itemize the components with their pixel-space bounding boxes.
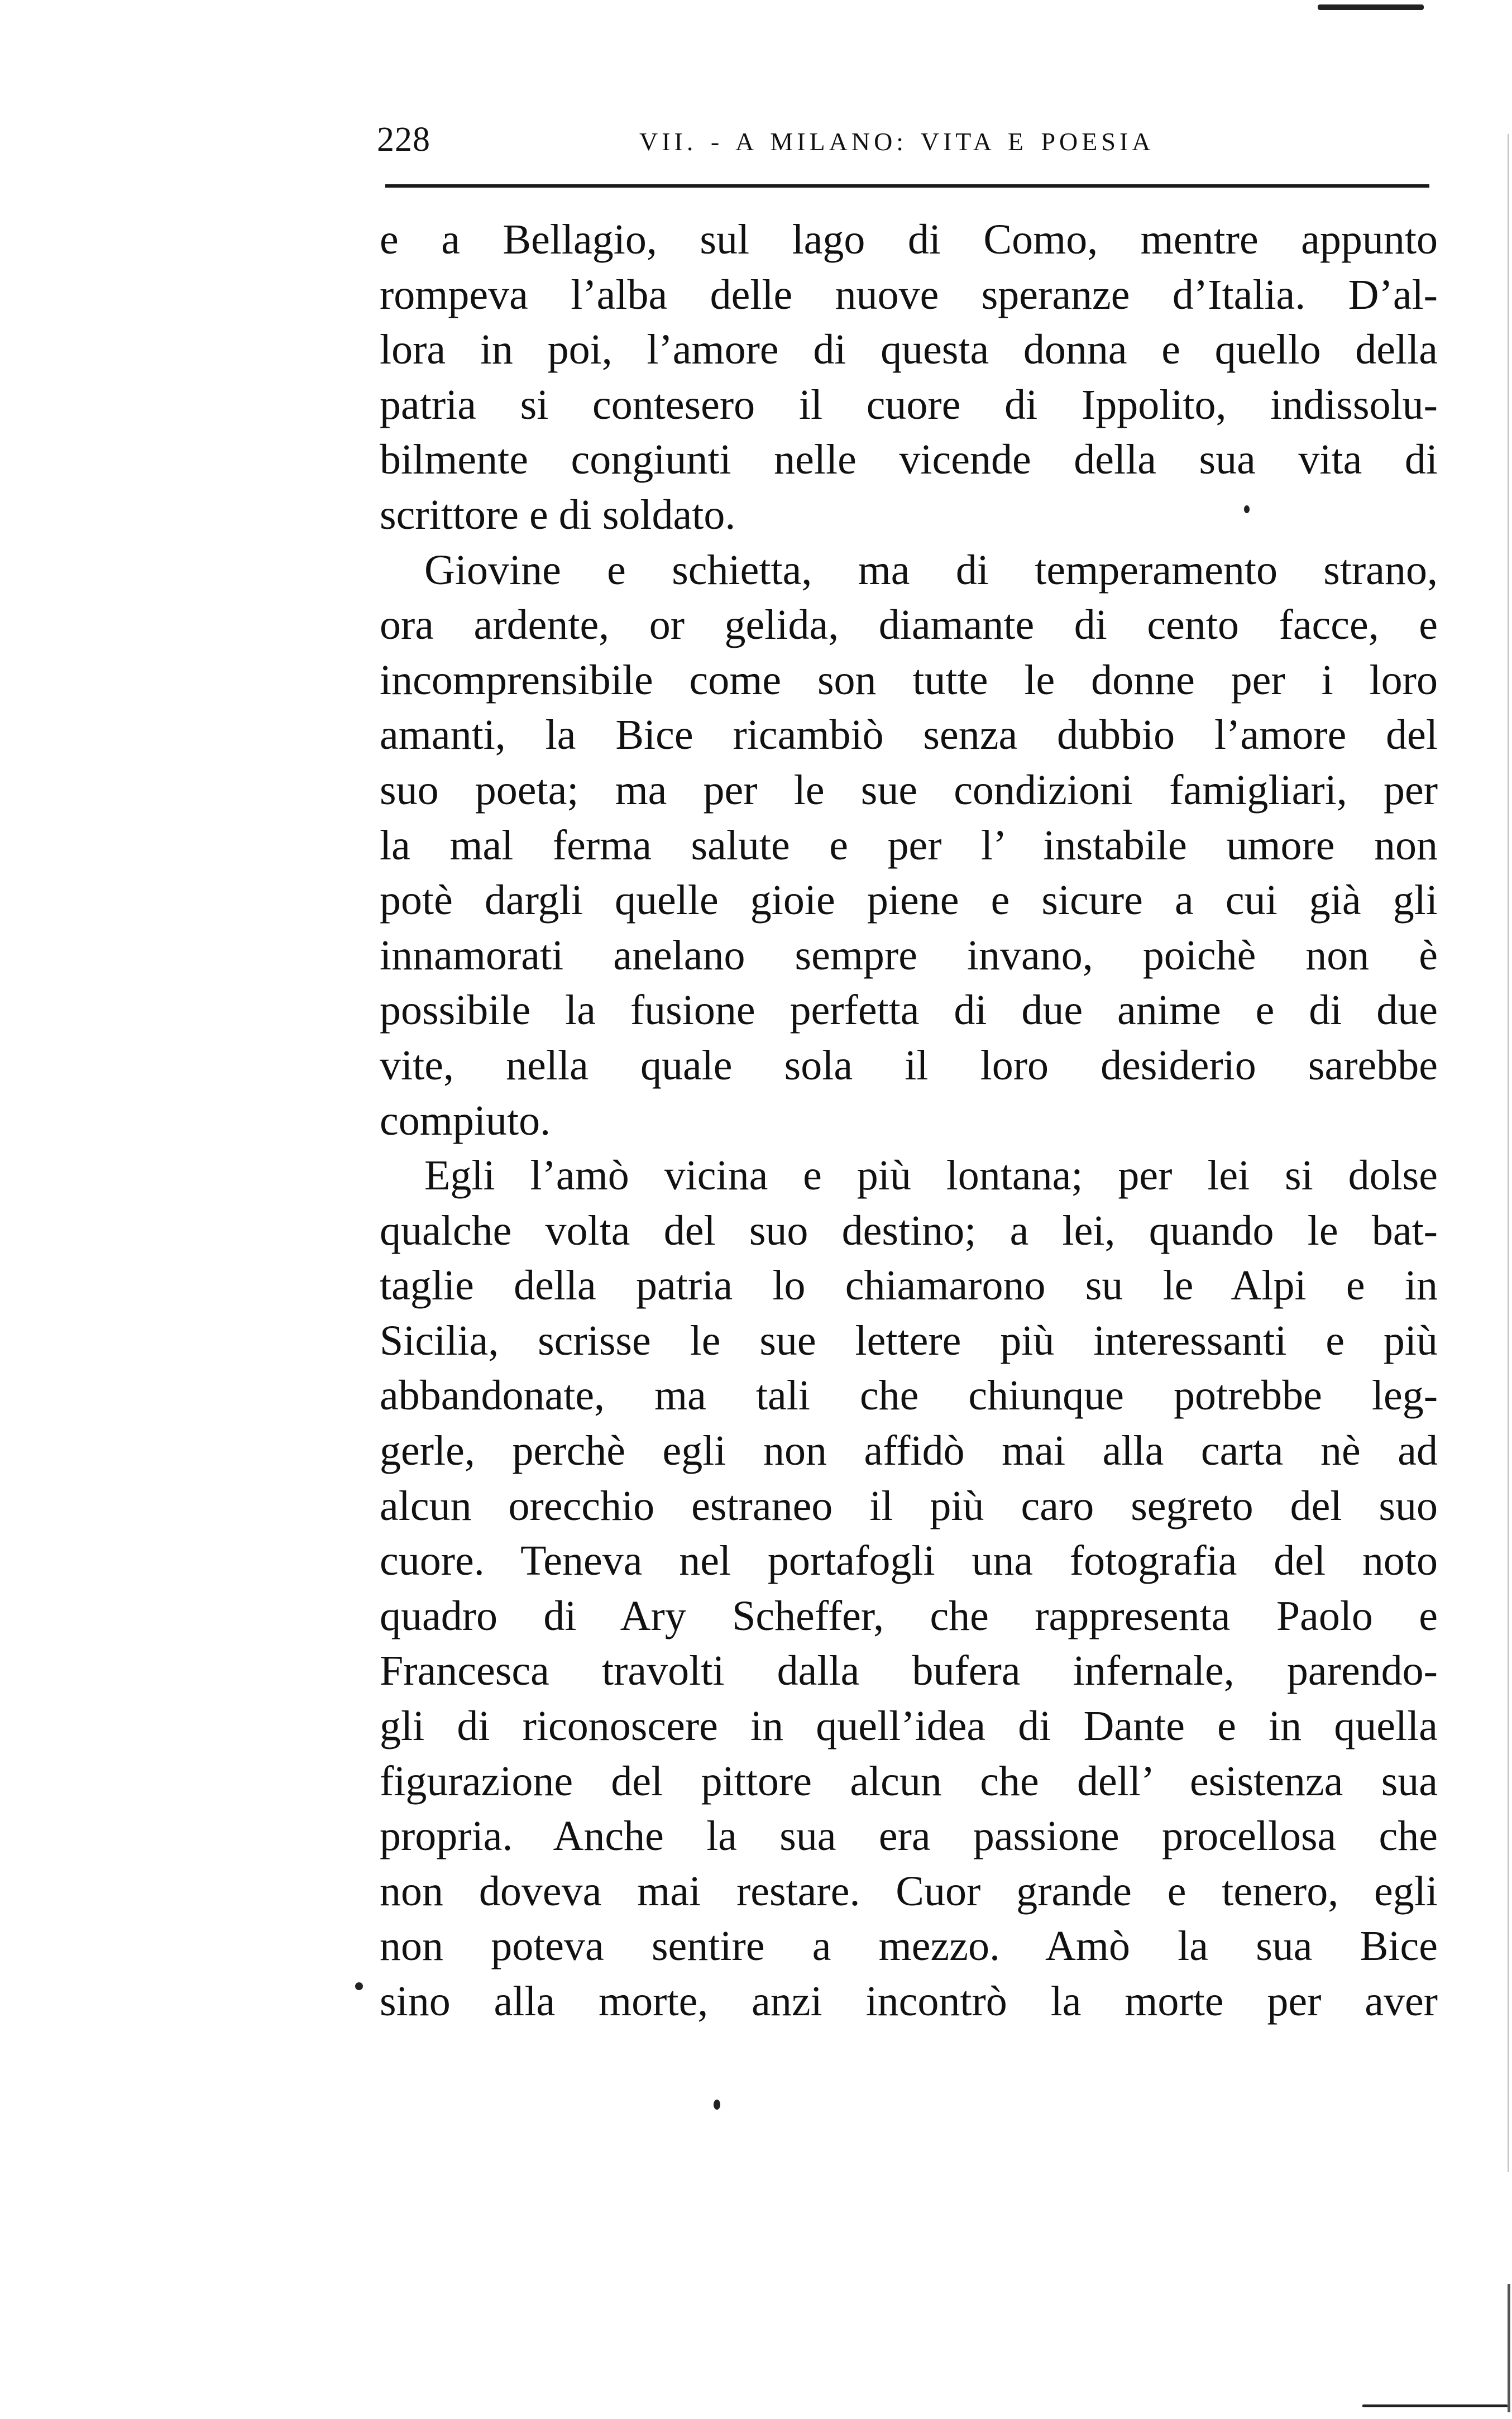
text-line: quadro di Ary Scheffer, che rappresenta Paolo e	[380, 1592, 1438, 1639]
ink-speck	[355, 1982, 363, 1990]
ink-speck	[714, 2100, 720, 2110]
text-line: incomprensibile come son tutte le donne per i loro	[380, 656, 1438, 704]
text-line: Francesca travolti dalla bufera infernale, parendo-	[380, 1647, 1438, 1695]
text-line: abbandonate, ma tali che chiunque potrebbe leg-	[380, 1372, 1438, 1419]
text-line: taglie della patria lo chiamarono su le Alpi e in	[380, 1262, 1438, 1309]
paragraph-3	[380, 1148, 1438, 2029]
text-line: cuore. Teneva nel portafogli una fotografia del noto	[380, 1537, 1438, 1585]
text-line: vite, nella quale sola il loro desiderio sarebbe	[380, 1041, 1438, 1089]
text-line: innamorati anelano sempre invano, poichè non è	[380, 931, 1438, 979]
ink-speck	[1318, 4, 1424, 10]
page-edge-mark	[1508, 134, 1509, 2172]
text-line: amanti, la Bice ricambiò senza dubbio l’amore del	[380, 711, 1438, 759]
text-line: potè dargli quelle gioie piene e sicure a cui già gli	[380, 877, 1438, 924]
text-line: alcun orecchio estraneo il più caro segreto del suo	[380, 1482, 1438, 1529]
text-line: ora ardente, or gelida, diamante di cento facce, e	[380, 601, 1438, 649]
text-line: scrittore e di soldato.	[380, 491, 736, 538]
text-line: sino alla morte, anzi incontrò la morte per aver	[380, 1978, 1438, 2025]
header-rule	[385, 184, 1429, 188]
text-line: non poteva sentire a mezzo. Amò la sua Bice	[380, 1923, 1438, 1970]
text-line: Sicilia, scrisse le sue lettere più interessanti e più	[380, 1317, 1438, 1364]
text-line: patria si contesero il cuore di Ippolito, indissolu-	[380, 381, 1438, 428]
text-line: propria. Anche la sua era passione procellosa che	[380, 1813, 1438, 1860]
page-header	[377, 114, 1427, 165]
paragraph-1	[380, 212, 1438, 543]
text-line: rompeva l’alba delle nuove speranze d’Italia. D’al-	[380, 271, 1438, 318]
text-line: gli di riconoscere in quell’idea di Dante e in quella	[380, 1703, 1438, 1750]
text-line: Egli l’amò vicina e più lontana; per lei si dolse	[424, 1152, 1438, 1199]
page-number: 228	[377, 121, 430, 159]
text-line: figurazione del pittore alcun che dell’ esistenza sua	[380, 1757, 1438, 1805]
text-line: possibile la fusione perfetta di due anime e di due	[380, 987, 1438, 1034]
text-line: compiuto.	[380, 1097, 551, 1144]
ink-speck	[1362, 2404, 1508, 2407]
text-line: e a Bellagio, sul lago di Como, mentre appunto	[380, 216, 1438, 263]
body-text	[380, 212, 1438, 2029]
text-line: qualche volta del suo destino; a lei, quando le bat-	[380, 1207, 1438, 1254]
text-line: gerle, perchè egli non affidò mai alla carta nè ad	[380, 1427, 1438, 1475]
text-line: non doveva mai restare. Cuor grande e tenero, egli	[380, 1867, 1438, 1915]
paragraph-2	[380, 543, 1438, 1149]
text-line: suo poeta; ma per le sue condizioni famigliari, per	[380, 766, 1438, 814]
page-edge-mark	[1508, 2284, 1510, 2412]
running-title: VII. - A MILANO: VITA E POESIA	[639, 127, 1155, 156]
text-line: bilmente congiunti nelle vicende della sua vita di	[380, 436, 1438, 484]
text-line: lora in poi, l’amore di questa donna e quello della	[380, 326, 1438, 374]
text-line: Giovine e schietta, ma di temperamento strano,	[424, 546, 1438, 594]
text-line: la mal ferma salute e per l’ instabile umore non	[380, 821, 1438, 869]
ink-speck	[1244, 505, 1250, 513]
